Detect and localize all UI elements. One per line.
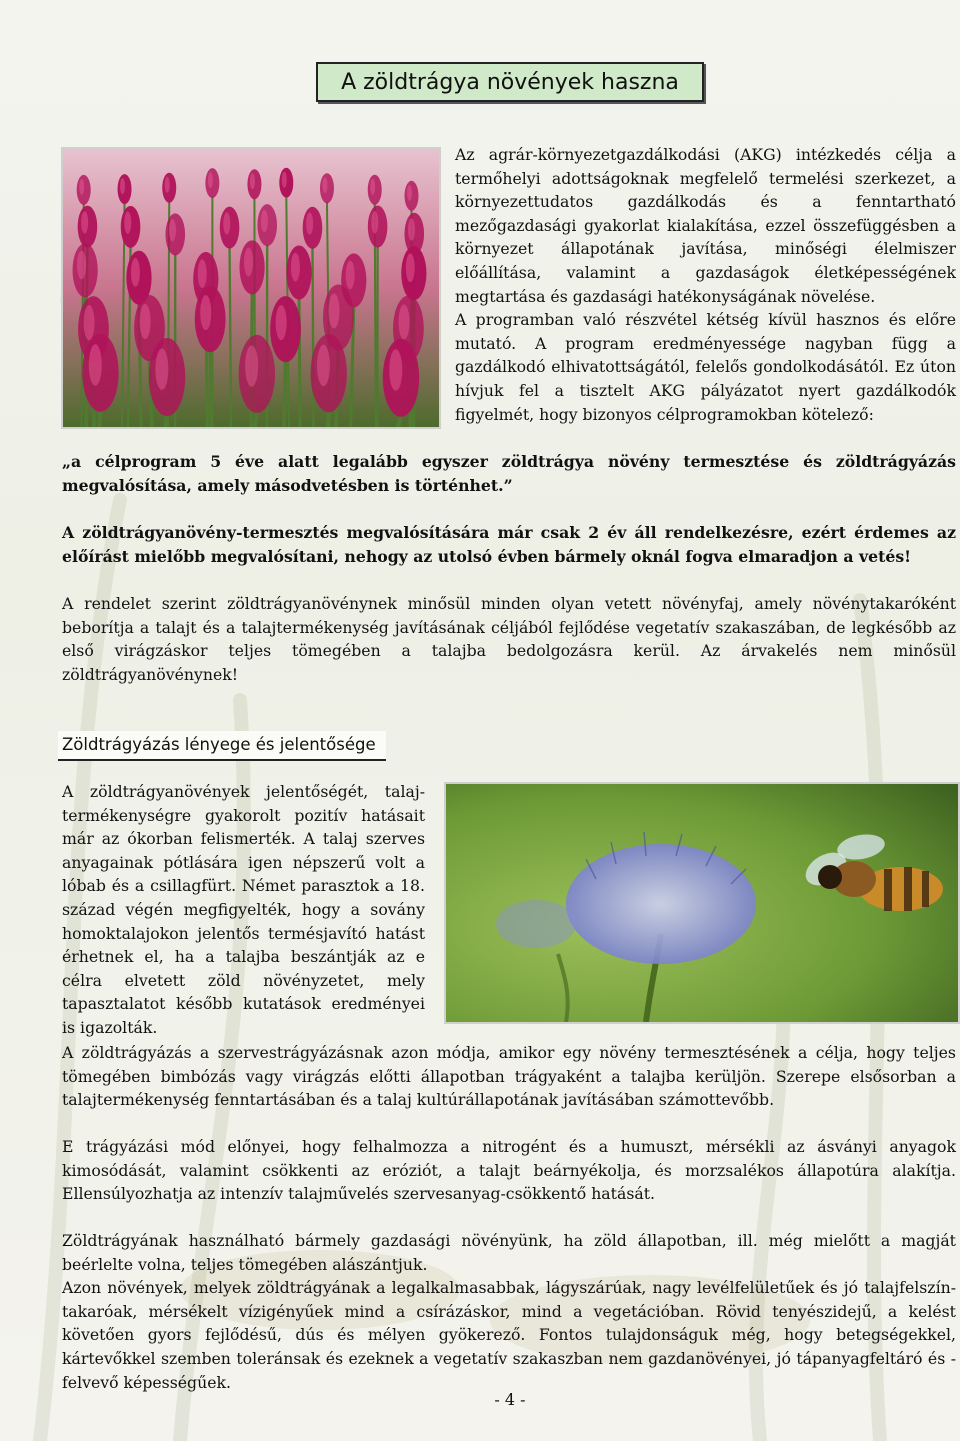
page-title: A zöldtrágya növények haszna (316, 62, 704, 102)
intro-text (455, 143, 956, 426)
requirement-quote: „a célprogram 5 éve alatt legalább egyszer zöldtrágya növény termesztése és zöldtrágyázás megvalósítása, amely másodvetésben is történhet.” (62, 452, 956, 495)
deadline-notice: A zöldtrágyanövény-termesztés megvalósítására már csak 2 év áll rendelkezésre, ezért érdemes az előírást mielőbb megvalósítani, nehogy az utolsó évben bármely oknál fogva elmaradjon a vetés! (62, 523, 956, 566)
clover-field-photo (61, 147, 441, 429)
advantages-paragraph: E trágyázási mód előnyei, hogy felhalmozza a nitrogént és a humuszt, mérsékli az ásványi anyagok kimosódását, valamint csökkenti az eróziót, a talajt beárnyékolja, és morzsalékos állapotúra alakítja. Ellensúlyozhatja az intenzív talajművelés szervesanyag-csökkentő hatását. (62, 1137, 956, 1204)
usable-plants-text (62, 1229, 956, 1394)
intro-paragraph-1: Az agrár-környezetgazdálkodási (AKG) intézkedés célja a termőhelyi adottságoknak megfelelő termelési szerkezet, a környezettudatos gazdálkodás és a fenntartható mezőgazdasági gyakorlat kialakítása, ezzel összefüggésben a környezet állapotának javítása, minőségi élelmiszer előállítása, valamint a gazdaságok életképességének megtartása és gazdasági hatékonyságának növelése. (455, 145, 956, 306)
definition-paragraph: A zöldtrágyázás a szervestrágyázásnak azon módja, amikor egy növény termesztésének a célja, hogy teljes tömegében bimbózás vagy virágzás előtti állapotban trágyaként a talajba kerüljön. Szerepe elsősorban a talajtermékenység fenntartásában és a talaj kultúrállapotának javításában számottevőbb. (62, 1043, 956, 1110)
usable-paragraph: Zöldtrágyának használható bármely gazdasági növényünk, ha zöld állapotban, ill. még mielőtt a magját beérlelte volna, teljes tömegében alászántjuk. (62, 1231, 956, 1274)
bee-phacelia-photo (444, 782, 960, 1024)
plants-paragraph: Azon növények, melyek zöldtrágyának a legalkalmasabbak, lágyszárúak, nagy levélfelületűek és jó talajfelszín-takaróak, mérsékelt vízigényűek mind a csírázáskor, mind a vegetációban. Rövid tenyészidejű, a kelést követően gyors fejlődésű, dús és mélyen gyökerező. Fontos tulajdonságuk még, hogy betegségekkel, kártevőkkel szemben toleránsak és ezeknek a vegetatív szakaszban nem gazdanövényei, jó tápanyagfeltáró és -felvevő képességűek. (62, 1278, 956, 1392)
regulation-paragraph: A rendelet szerint zöldtrágyanövénynek minősül minden olyan vetett növényfaj, amely növénytakaróként beborítja a talajt és a talajtermékenység javításának céljából fejlődése vegetatív szakaszában, de legkésőbb az első virágzáskor teljes tömegében a talajba bedolgozásra kerül. Az árvakelés nem minősül zöldtrágyanövénynek! (62, 594, 956, 684)
page-number: - 4 - (494, 1390, 526, 1409)
intro-paragraph-2: A programban való részvétel kétség kívül hasznos és előre mutató. A program eredményessége nagyban függ a gazdálkodó elhivatottságától, felelős gondolkodásától. Ez úton hívjuk fel a tisztelt AKG pályázatot nyert gazdálkodók figyelmét, hogy bizonyos célprogramokban kötelező: (455, 310, 956, 424)
significance-paragraph: A zöldtrágyanövények jelentőségét, talaj-termékenységre gyakorolt pozitív hatásait már az ókorban felismerték. A talaj szerves anyagainak pótlására igen népszerű volt a lóbab és a csillagfürt. Német parasztok a 18. század végén megfigyelték, hogy a sovány homoktalajokon jelentős termésjavító hatást érhetnek el, ha a talajba beszántják az e célra elvetett zöld növényzetet, mely tapasztalatot később kutatások eredményei is igazolták. (62, 782, 425, 1037)
section-heading: Zöldtrágyázás lényege és jelentősége (58, 731, 386, 761)
bee-illustration (446, 784, 958, 1022)
clover-illustration (63, 149, 439, 427)
